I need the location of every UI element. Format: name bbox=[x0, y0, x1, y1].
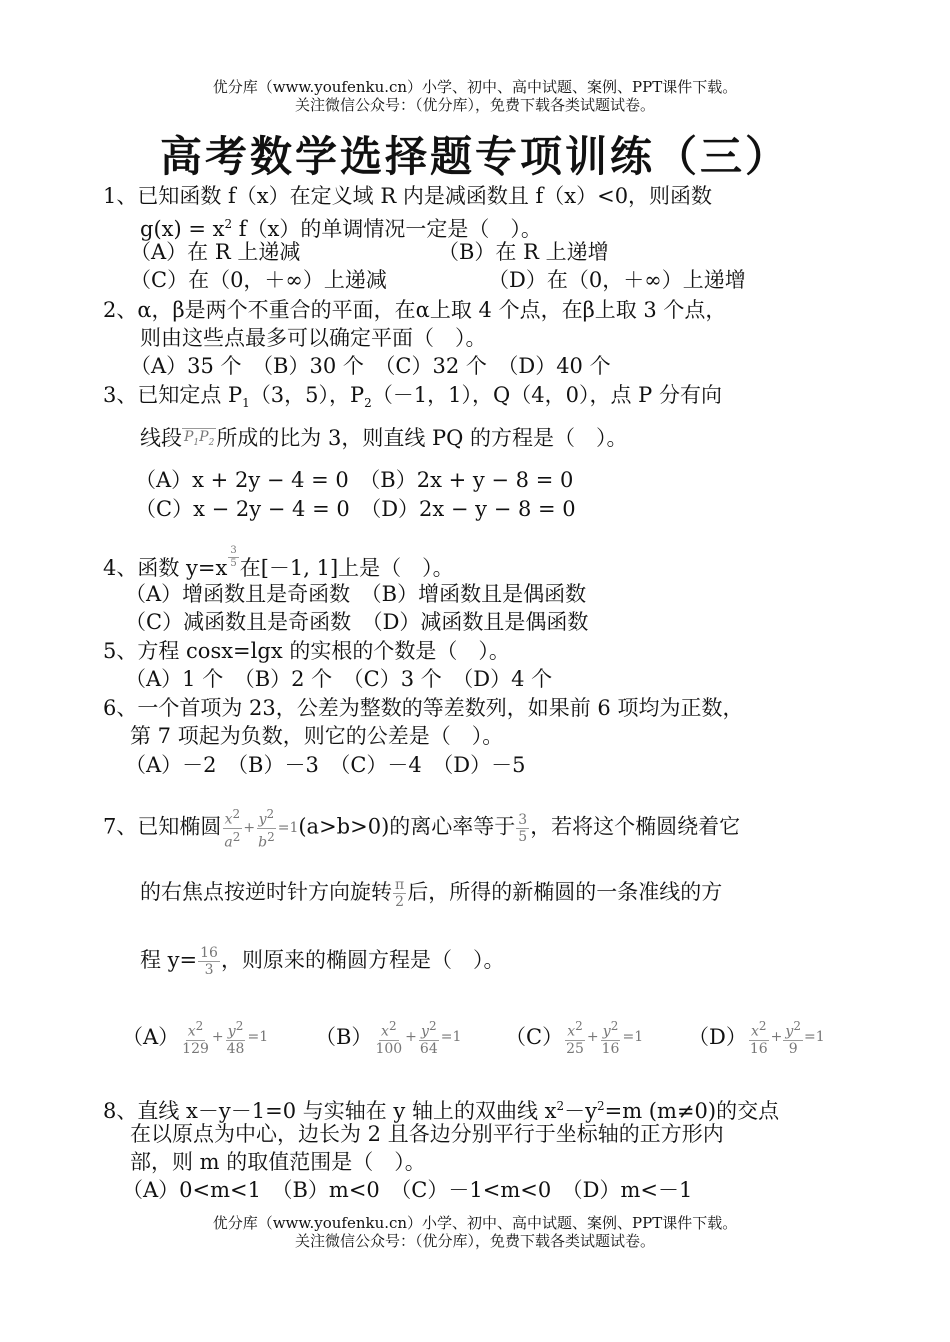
rotation-angle-fraction: $\frac{\pi}{2}$ bbox=[395, 877, 405, 910]
q5-line: 5、方程 cosx=lgx 的实根的个数是（ ）。 bbox=[103, 639, 510, 663]
q7-option-a: （A） $\frac{x^2}{129}$ + $\frac{y^2}{48}$ =1 bbox=[122, 1019, 269, 1057]
header-line-2: 关注微信公众号：（优分库），免费下载各类试题试卷。 bbox=[294, 96, 655, 114]
q3-options-ab: （A）x + 2y − 4 = 0 （B）2x + y − 8 = 0 bbox=[135, 468, 574, 492]
page-title: 高考数学选择题专项训练（三） bbox=[159, 132, 790, 181]
directrix-fraction: $\frac{16}{3}$ bbox=[200, 945, 218, 978]
q2-line-1: 2、α，β是两个不重合的平面，在α上取 4 个点，在β上取 3 个点， bbox=[103, 298, 727, 322]
q8-line-2: 在以原点为中心，边长为 2 且各边分别平行于坐标轴的正方形内 bbox=[130, 1122, 724, 1146]
q4-options-ab: （A）增函数且是奇函数 （B）增函数且是偶函数 bbox=[125, 582, 587, 606]
q3-line-1: 3、已知定点 $P_1(3$，5），$P_2(-1$，1），Q（4，0），点 P 分有向 bbox=[103, 383, 722, 411]
q7-option-c: （C） $\frac{x^2}{25}$ + $\frac{y^2}{16}$ =1 bbox=[505, 1019, 644, 1057]
q1-line-1: 1、已知函数 f（x）在定义域 R 内是减函数且 f（x）<0，则函数 bbox=[103, 184, 713, 208]
q4-line: 4、函数 y=x $\frac{3}{5}$ 在[－1, 1]上是（ ）。 bbox=[103, 545, 454, 580]
q1-option-a: （A）在 R 上递减 bbox=[130, 240, 301, 264]
q2-options: （A）35 个 （B）30 个 （C）32 个 （D）40 个 bbox=[130, 354, 611, 378]
footer-line-2: 关注微信公众号：（优分库），免费下载各类试题试卷。 bbox=[294, 1232, 655, 1250]
q5-options: （A）1 个 （B）2 个 （C）3 个 （D）4 个 bbox=[125, 667, 553, 691]
q7-line-1: 7、已知椭圆 $\frac{x^2}{a^2}$ + $\frac{y^2}{b^2}$ =1(a>b>0)的离心率等于 $\frac{3}{5}$ ，若将这个椭圆绕着它 bbox=[103, 807, 741, 851]
q6-line-1: 6、一个首项为 23，公差为整数的等差数列，如果前 6 项均为正数， bbox=[103, 696, 744, 720]
eccentricity-fraction: $\frac{3}{5}$ bbox=[518, 811, 528, 845]
q8-line-1: 8、直线 x－y－1=0 与实轴在 y 轴上的双曲线 $x^2-y^2=m$ (m≠0)的交点 bbox=[103, 1099, 780, 1123]
q4-options-cd: （C）减函数且是奇函数 （D）减函数且是偶函数 bbox=[125, 610, 589, 634]
q1-option-b: （B）在 R 上递增 bbox=[438, 240, 609, 264]
q8-options: （A）0<m<1 （B）m<0 （C）－1<m<0 （D）m<－1 bbox=[122, 1178, 693, 1202]
ellipse-y-term: $\frac{y^2}{b^2}$ bbox=[258, 807, 275, 851]
q8-line-3: 部，则 m 的取值范围是（ ）。 bbox=[130, 1150, 426, 1174]
q4-exponent-fraction: $\frac{3}{5}$ bbox=[230, 545, 237, 569]
q7-option-d: （D） $\frac{x^2}{16}$ + $\frac{y^2}{9}$ =1 bbox=[688, 1019, 825, 1057]
q1-line-2: $g(x) = x^2$ f（x）的单调情况一定是（ ）。 bbox=[140, 217, 542, 241]
q6-line-2: 第 7 项起为负数，则它的公差是（ ）。 bbox=[130, 724, 504, 748]
ellipse-x-term: $\frac{x^2}{a^2}$ bbox=[224, 807, 241, 851]
q3-options-cd: （C）x − 2y − 4 = 0 （D）2x − y − 8 = 0 bbox=[135, 497, 576, 521]
header-line-1: 优分库（www.youfenku.cn）小学、初中、高中试题、案例、PPT课件下载。 bbox=[212, 78, 738, 96]
vector-p1p2: $P_1P_2$ bbox=[182, 428, 216, 451]
footer-line-1: 优分库（www.youfenku.cn）小学、初中、高中试题、案例、PPT课件下载。 bbox=[212, 1214, 738, 1232]
q7-line-3: 程 y= $\frac{16}{3}$ ，则原来的椭圆方程是（ ）。 bbox=[140, 945, 505, 978]
q2-line-2: 则由这些点最多可以确定平面（ ）。 bbox=[140, 326, 487, 350]
q7-option-b: （B） $\frac{x^2}{100}$ + $\frac{y^2}{64}$ =1 bbox=[315, 1019, 462, 1057]
q3-line-2: 线段 $P_1P_2$所成的比为 3，则直线 PQ 的方程是（ ）。 bbox=[140, 426, 628, 450]
q1-option-d: （D）在（0，＋∞）上递增 bbox=[488, 268, 746, 292]
q7-line-2: 的右焦点按逆时针方向旋转 $\frac{\pi}{2}$ 后，所得的新椭圆的一条准线的方 bbox=[140, 877, 723, 910]
q6-options: （A）－2 （B）－3 （C）－4 （D）－5 bbox=[125, 753, 526, 777]
q1-option-c: （C）在（0，＋∞）上递减 bbox=[130, 268, 387, 292]
